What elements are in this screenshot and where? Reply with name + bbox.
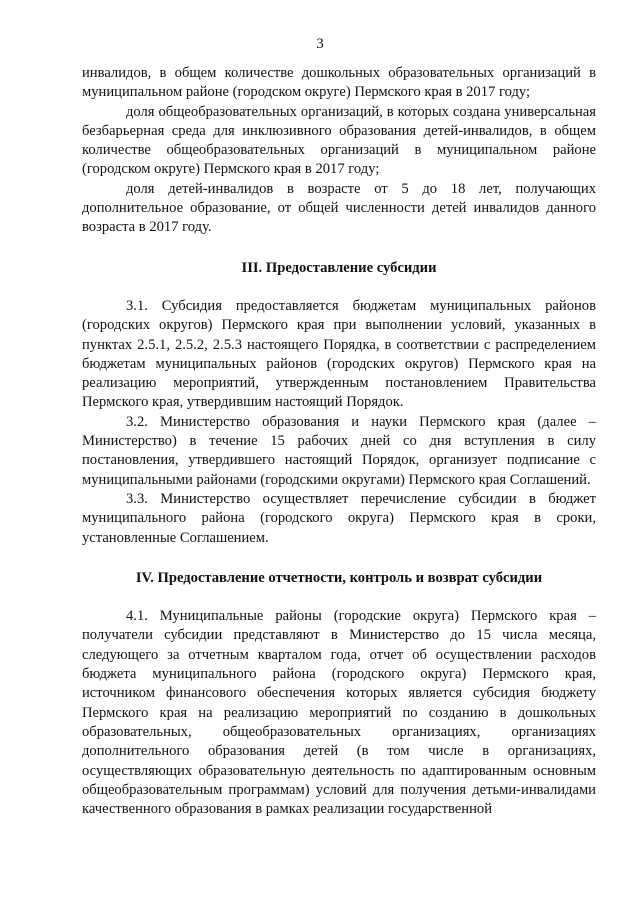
section-heading-3: III. Предоставление субсидии (241, 259, 437, 276)
paragraph-3-3: 3.3. Министерство осуществляет перечисление субсидии в бюджет муниципального района (городского округа) Пермского края в сроки, установленные Соглашением. (82, 490, 596, 546)
paragraph-3-1: 3.1. Субсидия предоставляется бюджетам муниципальных районов (городских округов) Пермского края при выполнении условий, указанных в пунктах 2.5.1, 2.5.2, 2.5.3 настоящего Порядка, в соответствии с распределением бюджетам муниципальных районов (городских округов) Пермского края на реализацию мероприятий, утвержденным постановлением Правительства Пермского края, утвердившим настоящий Порядок. (82, 297, 596, 411)
paragraph-3-2: 3.2. Министерство образования и науки Пермского края (далее – Министерство) в течение 15 рабочих дней со дня вступления в силу постановления, утвердившего настоящий Порядок, организует подписание с муниципальными районами (городскими округами) Пермского края Соглашений. (82, 413, 596, 488)
document-body (82, 64, 596, 819)
section-heading-4: IV. Предоставление отчетности, контроль и возврат субсидии (135, 569, 543, 586)
list-item: доля детей-инвалидов в возрасте от 5 до 18 лет, получающих дополнительное образование, от общей численности детей инвалидов данного возраста в 2017 году. (82, 180, 596, 236)
list-item: доля общеобразовательных организаций, в которых создана универсальная безбарьерная среда для инклюзивного образования детей-инвалидов, в общем количестве общеобразовательных организаций в муниципальном районе (городском округе) Пермского края в 2017 году; (82, 103, 596, 178)
paragraph-4-1: 4.1. Муниципальные районы (городские округа) Пермского края – получатели субсидии представляют в Министерство до 15 числа месяца, следующего за отчетным кварталом года, отчет об осуществлении расходов бюджета муниципального района (городского округа) Пермского края, источником финансового обеспечения которых является субсидия бюджету Пермского края на реализацию мероприятий по созданию в дошкольных образовательных, общеобразовательных организациях, организациях дополнительного образования детей (в том числе в организациях, осуществляющих образовательную деятельность по адаптированным основным общеобразовательным программам) условий для получения детьми-инвалидами качественного образования в рамках реализации государственной (82, 608, 596, 818)
page-number: 3 (316, 36, 324, 52)
list-item-tail: инвалидов, в общем количестве дошкольных образовательных организаций в муниципальном районе (городском округе) Пермского края в 2017 году; (82, 65, 596, 101)
